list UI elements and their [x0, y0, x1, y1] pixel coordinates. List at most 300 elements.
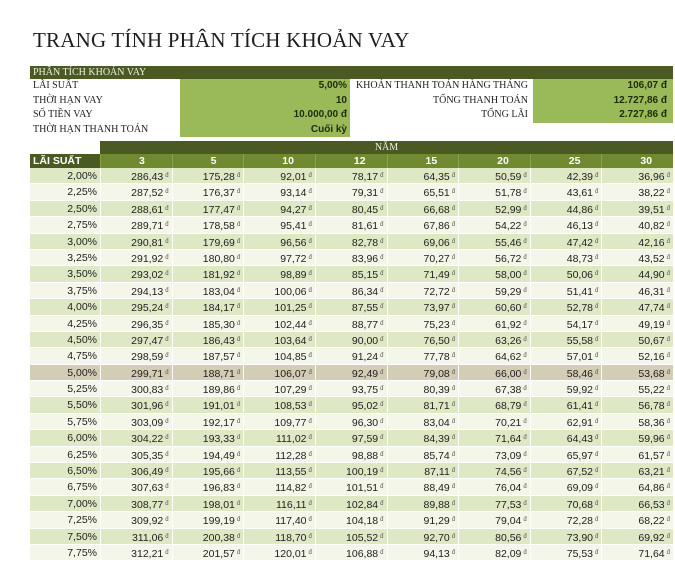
payment-cell[interactable] — [172, 234, 244, 249]
summary-header: PHÂN TÍCH KHOẢN VAY — [30, 66, 673, 79]
currency-symbol: đ — [380, 173, 384, 179]
rate-cell[interactable]: 7,50% — [30, 529, 100, 544]
payment-cell[interactable] — [387, 463, 459, 478]
rate-cell[interactable]: 6,50% — [30, 463, 100, 478]
payment-cell[interactable] — [100, 168, 172, 183]
payment-cell[interactable] — [387, 316, 459, 331]
payment-cell[interactable] — [172, 479, 244, 494]
payment-cell[interactable] — [243, 381, 315, 396]
payment-cell[interactable] — [387, 479, 459, 494]
currency-symbol: đ — [165, 451, 169, 458]
payment-cell[interactable] — [315, 266, 387, 281]
payment-cell[interactable] — [458, 447, 530, 462]
payment-cell[interactable] — [387, 299, 459, 314]
payment-cell[interactable] — [601, 365, 673, 380]
payment-cell[interactable] — [315, 184, 387, 199]
payment-cell[interactable] — [530, 316, 602, 331]
rate-cell[interactable]: 3,25% — [30, 250, 100, 265]
table-row — [30, 201, 673, 217]
payment-cell[interactable] — [315, 447, 387, 462]
payment-cell[interactable] — [100, 414, 172, 429]
payment-value: 86,34 — [351, 285, 379, 298]
payment-cell[interactable] — [458, 283, 530, 298]
payment-cell[interactable] — [172, 463, 244, 478]
payment-value: 84,39 — [423, 433, 450, 446]
payment-cell[interactable] — [387, 529, 459, 544]
payment-cell[interactable] — [530, 217, 602, 232]
payment-cell[interactable] — [387, 217, 459, 232]
payment-cell[interactable] — [315, 217, 387, 232]
payment-cell[interactable] — [458, 184, 530, 199]
payment-cell[interactable] — [530, 381, 602, 396]
currency-symbol: đ — [380, 189, 384, 196]
payment-value: 107,29 — [274, 384, 307, 397]
payment-cell[interactable] — [100, 529, 172, 544]
interest-rate-input[interactable]: 5,00% — [180, 79, 350, 94]
currency-symbol: đ — [523, 271, 527, 278]
payment-cell[interactable] — [315, 332, 387, 347]
payment-cell[interactable] — [458, 316, 530, 331]
payment-cell[interactable] — [458, 496, 530, 511]
rate-cell[interactable]: 2,00% — [30, 168, 100, 183]
rate-cell[interactable]: 2,50% — [30, 201, 100, 216]
payment-value: 201,57 — [202, 547, 235, 560]
payment-cell[interactable] — [458, 365, 530, 380]
payment-cell[interactable] — [601, 414, 673, 429]
payment-cell[interactable] — [315, 529, 387, 544]
payment-cell[interactable] — [601, 168, 673, 183]
payment-cell[interactable] — [172, 529, 244, 544]
currency-symbol: đ — [165, 517, 169, 524]
loan-amount-input[interactable]: 10.000,00 đ — [180, 108, 350, 123]
payment-cell[interactable] — [601, 463, 673, 478]
payment-cell[interactable] — [100, 512, 172, 527]
payment-cell[interactable] — [387, 496, 459, 511]
payment-cell[interactable] — [458, 217, 530, 232]
payment-cell[interactable] — [243, 168, 315, 183]
payment-cell[interactable] — [100, 184, 172, 199]
payment-cell[interactable] — [315, 397, 387, 412]
currency-symbol: đ — [165, 238, 169, 245]
payment-cell[interactable] — [458, 430, 530, 445]
payment-cell[interactable] — [530, 184, 602, 199]
payment-cell[interactable] — [458, 266, 530, 281]
payment-value: 52,99 — [495, 203, 522, 216]
payment-cell[interactable] — [315, 250, 387, 265]
payment-value: 111,02 — [275, 433, 307, 446]
currency-symbol: đ — [523, 238, 527, 245]
payment-cell[interactable] — [100, 316, 172, 331]
payment-value: 71,64 — [495, 433, 522, 446]
payment-cell[interactable] — [601, 184, 673, 199]
payment-cell[interactable] — [100, 545, 172, 560]
payment-cell[interactable] — [601, 529, 673, 544]
summary-row-interest-rate — [30, 79, 673, 94]
payment-cell[interactable] — [601, 430, 673, 445]
payment-cell[interactable] — [100, 266, 172, 281]
payment-cell[interactable] — [100, 299, 172, 314]
payment-value: 68,22 — [638, 515, 665, 528]
payment-value: 64,35 — [423, 171, 450, 183]
rate-cell[interactable]: 5,25% — [30, 381, 100, 396]
currency-symbol: đ — [380, 254, 384, 261]
currency-symbol: đ — [236, 189, 241, 196]
payment-cell[interactable] — [387, 545, 459, 560]
currency-symbol: đ — [165, 205, 169, 212]
payment-cell[interactable] — [530, 512, 602, 527]
payment-cell[interactable] — [387, 266, 459, 281]
currency-symbol: đ — [380, 451, 384, 458]
payment-value: 97,59 — [351, 433, 379, 446]
rate-cell[interactable]: 4,75% — [30, 348, 100, 363]
payment-cell[interactable] — [387, 332, 459, 347]
table-row — [30, 348, 673, 364]
payment-cell[interactable] — [458, 545, 530, 560]
payment-cell[interactable] — [530, 397, 602, 412]
payment-cell[interactable] — [601, 512, 673, 527]
payment-cell[interactable] — [601, 316, 673, 331]
payment-value: 299,71 — [131, 367, 164, 380]
payment-cell[interactable] — [243, 512, 315, 527]
payment-cell[interactable] — [387, 512, 459, 527]
payment-cell[interactable] — [243, 217, 315, 232]
payment-cell[interactable] — [172, 250, 244, 265]
payment-cell[interactable] — [172, 184, 244, 199]
currency-symbol: đ — [308, 451, 312, 458]
rate-cell[interactable]: 2,25% — [30, 184, 100, 199]
payment-cell[interactable] — [601, 283, 673, 298]
payment-cell[interactable] — [315, 365, 387, 380]
payment-cell[interactable] — [530, 250, 602, 265]
currency-symbol: đ — [236, 353, 241, 360]
payment-cell[interactable] — [601, 201, 673, 216]
payment-cell[interactable] — [172, 397, 244, 412]
payment-cell[interactable] — [243, 234, 315, 249]
payment-cell[interactable] — [100, 348, 172, 363]
payment-cell[interactable] — [530, 365, 602, 380]
currency-symbol: đ — [236, 517, 241, 524]
payment-cell[interactable] — [601, 234, 673, 249]
currency-symbol: đ — [523, 484, 527, 491]
payment-cell[interactable] — [458, 299, 530, 314]
payment-cell[interactable] — [458, 168, 530, 183]
payment-cell[interactable] — [315, 381, 387, 396]
payment-cell[interactable] — [243, 316, 315, 331]
payment-cell[interactable] — [243, 332, 315, 347]
rate-cell[interactable]: 4,00% — [30, 299, 100, 314]
payment-value: 73,97 — [423, 302, 450, 315]
currency-symbol: đ — [666, 189, 670, 196]
payment-cell[interactable] — [243, 529, 315, 544]
payment-cell[interactable] — [601, 332, 673, 347]
payment-cell[interactable] — [315, 234, 387, 249]
payment-cell[interactable] — [315, 430, 387, 445]
payment-cell[interactable] — [100, 283, 172, 298]
payment-cell[interactable] — [530, 529, 602, 544]
payment-cell[interactable] — [172, 365, 244, 380]
payment-value: 65,51 — [423, 187, 450, 200]
currency-symbol: đ — [595, 353, 599, 360]
payment-cell[interactable] — [315, 496, 387, 511]
payment-value: 95,41 — [280, 220, 307, 233]
currency-symbol: đ — [666, 484, 670, 491]
payment-value: 75,23 — [423, 318, 450, 331]
payment-cell[interactable] — [387, 447, 459, 462]
currency-symbol: đ — [666, 336, 670, 343]
payment-cell[interactable] — [458, 332, 530, 347]
payment-cell[interactable] — [530, 479, 602, 494]
payment-cell[interactable] — [458, 479, 530, 494]
payment-cell[interactable] — [530, 299, 602, 314]
rate-cell[interactable]: 7,00% — [30, 496, 100, 511]
payment-cell[interactable] — [172, 168, 244, 183]
payment-cell[interactable] — [100, 397, 172, 412]
payment-cell[interactable] — [172, 316, 244, 331]
rate-cell[interactable]: 3,50% — [30, 266, 100, 281]
payment-cell[interactable] — [387, 234, 459, 249]
payment-cell[interactable] — [458, 250, 530, 265]
payment-cell[interactable] — [458, 201, 530, 216]
rate-cell[interactable]: 5,00% — [30, 365, 100, 380]
currency-symbol: đ — [595, 222, 599, 229]
payment-cell[interactable] — [100, 479, 172, 494]
payment-cell[interactable] — [172, 332, 244, 347]
payment-cell[interactable] — [172, 201, 244, 216]
rate-cell[interactable]: 7,25% — [30, 512, 100, 527]
payment-cell[interactable] — [601, 479, 673, 494]
page-title: TRANG TÍNH PHÂN TÍCH KHOẢN VAY — [33, 28, 410, 52]
payment-value: 85,74 — [423, 449, 450, 462]
rate-cell[interactable]: 5,50% — [30, 397, 100, 412]
payment-value: 40,82 — [638, 220, 665, 233]
payment-cell[interactable] — [458, 463, 530, 478]
payment-value: 101,51 — [346, 482, 379, 495]
payment-cell[interactable] — [243, 479, 315, 494]
rate-cell[interactable]: 6,00% — [30, 430, 100, 445]
currency-symbol: đ — [236, 222, 241, 229]
payment-cell[interactable] — [601, 545, 673, 560]
payment-cell[interactable] — [387, 168, 459, 183]
currency-symbol: đ — [380, 369, 384, 376]
payment-cell[interactable] — [458, 397, 530, 412]
payment-value: 102,84 — [346, 498, 379, 511]
rate-cell[interactable]: 5,75% — [30, 414, 100, 429]
payment-timing-select[interactable]: Cuối kỳ — [180, 123, 350, 138]
payment-cell[interactable] — [315, 299, 387, 314]
payment-cell[interactable] — [100, 332, 172, 347]
payment-cell[interactable] — [530, 332, 602, 347]
payment-value: 72,72 — [423, 285, 450, 298]
payment-cell[interactable] — [387, 184, 459, 199]
total-interest-label: TỔNG LÃI — [481, 109, 528, 120]
payment-cell[interactable] — [100, 234, 172, 249]
payment-cell[interactable] — [601, 266, 673, 281]
payment-cell[interactable] — [172, 266, 244, 281]
payment-cell[interactable] — [100, 250, 172, 265]
payment-cell[interactable] — [530, 283, 602, 298]
payment-cell[interactable] — [387, 348, 459, 363]
table-row — [30, 250, 673, 266]
payment-cell[interactable] — [530, 414, 602, 429]
payment-cell[interactable] — [387, 397, 459, 412]
payment-cell[interactable] — [100, 365, 172, 380]
payment-cell[interactable] — [172, 348, 244, 363]
payment-value: 179,69 — [202, 236, 235, 249]
payment-cell[interactable] — [315, 316, 387, 331]
payment-value: 96,30 — [351, 416, 379, 429]
currency-symbol: đ — [523, 386, 527, 393]
payment-cell[interactable] — [530, 430, 602, 445]
payment-cell[interactable] — [172, 545, 244, 560]
monthly-payment-label: KHOẢN THANH TOÁN HÀNG THÁNG — [355, 80, 528, 91]
year-header-cell: 30 — [601, 154, 673, 168]
payment-cell[interactable] — [100, 201, 172, 216]
payment-cell[interactable] — [530, 545, 602, 560]
payment-cell[interactable] — [458, 512, 530, 527]
payment-value: 101,25 — [274, 302, 307, 315]
payment-cell[interactable] — [243, 184, 315, 199]
payment-cell[interactable] — [100, 430, 172, 445]
payment-cell[interactable] — [100, 496, 172, 511]
payment-cell[interactable] — [601, 250, 673, 265]
payment-cell[interactable] — [243, 348, 315, 363]
payment-cell[interactable] — [530, 168, 602, 183]
payment-cell[interactable] — [315, 348, 387, 363]
currency-symbol: đ — [523, 189, 527, 196]
currency-symbol: đ — [165, 549, 169, 556]
payment-cell[interactable] — [243, 496, 315, 511]
payment-cell[interactable] — [315, 283, 387, 298]
payment-cell[interactable] — [387, 381, 459, 396]
currency-symbol: đ — [666, 173, 670, 179]
payment-cell[interactable] — [243, 365, 315, 380]
payment-cell[interactable] — [172, 447, 244, 462]
payment-cell[interactable] — [243, 397, 315, 412]
payment-cell[interactable] — [387, 414, 459, 429]
payment-cell[interactable] — [243, 414, 315, 429]
payment-cell[interactable] — [315, 201, 387, 216]
payment-cell[interactable] — [172, 299, 244, 314]
rate-cell[interactable]: 6,75% — [30, 479, 100, 494]
payment-cell[interactable] — [100, 217, 172, 232]
payment-cell[interactable] — [172, 283, 244, 298]
rate-cell[interactable]: 4,50% — [30, 332, 100, 347]
currency-symbol: đ — [165, 320, 169, 327]
payment-cell[interactable] — [387, 365, 459, 380]
payment-cell[interactable] — [172, 381, 244, 396]
payment-cell[interactable] — [315, 414, 387, 429]
payment-cell[interactable] — [172, 496, 244, 511]
currency-symbol: đ — [165, 353, 169, 360]
rate-cell[interactable]: 6,25% — [30, 447, 100, 462]
payment-cell[interactable] — [243, 283, 315, 298]
rate-cell[interactable]: 3,75% — [30, 283, 100, 298]
payment-cell[interactable] — [458, 234, 530, 249]
payment-value: 98,88 — [351, 449, 379, 462]
payment-cell[interactable] — [315, 512, 387, 527]
payment-cell[interactable] — [243, 201, 315, 216]
payment-cell[interactable] — [243, 430, 315, 445]
payment-cell[interactable] — [387, 201, 459, 216]
payment-value: 188,71 — [202, 367, 235, 380]
payment-cell[interactable] — [243, 266, 315, 281]
payment-cell[interactable] — [601, 348, 673, 363]
currency-symbol: đ — [380, 533, 384, 540]
payment-cell[interactable] — [243, 299, 315, 314]
payment-cell[interactable] — [601, 447, 673, 462]
payment-value: 46,31 — [638, 285, 665, 298]
payment-cell[interactable] — [100, 463, 172, 478]
loan-term-input[interactable]: 10 — [180, 94, 350, 109]
currency-symbol: đ — [451, 222, 456, 229]
payment-cell[interactable] — [387, 430, 459, 445]
payment-value: 76,50 — [423, 334, 450, 347]
currency-symbol: đ — [380, 271, 384, 278]
payment-cell[interactable] — [243, 545, 315, 560]
rate-cell[interactable]: 2,75% — [30, 217, 100, 232]
payment-cell[interactable] — [601, 299, 673, 314]
payment-cell[interactable] — [458, 414, 530, 429]
payment-cell[interactable] — [530, 463, 602, 478]
currency-symbol: đ — [523, 320, 527, 327]
payment-cell[interactable] — [530, 266, 602, 281]
payment-cell[interactable] — [530, 496, 602, 511]
payment-cell[interactable] — [315, 463, 387, 478]
payment-value: 104,18 — [346, 515, 379, 528]
currency-symbol: đ — [595, 369, 599, 376]
currency-symbol: đ — [236, 435, 241, 442]
payment-cell[interactable] — [315, 479, 387, 494]
payment-cell[interactable] — [601, 217, 673, 232]
currency-symbol: đ — [165, 418, 169, 425]
payment-value: 177,47 — [202, 203, 235, 216]
payment-cell[interactable] — [387, 283, 459, 298]
payment-value: 80,39 — [423, 384, 450, 397]
payment-cell[interactable] — [172, 430, 244, 445]
payment-cell[interactable] — [530, 201, 602, 216]
payment-cell[interactable] — [172, 217, 244, 232]
payment-cell[interactable] — [100, 381, 172, 396]
payment-cell[interactable] — [530, 447, 602, 462]
payment-value: 308,77 — [131, 498, 164, 511]
payment-cell[interactable] — [530, 234, 602, 249]
payment-cell[interactable] — [601, 397, 673, 412]
rate-cell[interactable]: 4,25% — [30, 316, 100, 331]
payment-cell[interactable] — [458, 381, 530, 396]
payment-cell[interactable] — [172, 414, 244, 429]
payment-cell[interactable] — [458, 529, 530, 544]
currency-symbol: đ — [236, 418, 241, 425]
payment-cell[interactable] — [530, 348, 602, 363]
payment-cell[interactable] — [387, 250, 459, 265]
payment-value: 92,70 — [423, 531, 450, 544]
payment-cell[interactable] — [601, 496, 673, 511]
payment-cell[interactable] — [243, 250, 315, 265]
rate-cell[interactable]: 7,75% — [30, 545, 100, 560]
currency-symbol: đ — [523, 369, 527, 376]
payment-cell[interactable] — [315, 168, 387, 183]
payment-cell[interactable] — [243, 447, 315, 462]
payment-cell[interactable] — [315, 545, 387, 560]
rate-cell[interactable]: 3,00% — [30, 234, 100, 249]
currency-symbol: đ — [595, 435, 599, 442]
payment-cell[interactable] — [172, 512, 244, 527]
payment-cell[interactable] — [100, 447, 172, 462]
payment-cell[interactable] — [243, 463, 315, 478]
monthly-payment-value: 106,07 đ — [533, 79, 673, 94]
payment-cell[interactable] — [458, 348, 530, 363]
payment-cell[interactable] — [601, 381, 673, 396]
